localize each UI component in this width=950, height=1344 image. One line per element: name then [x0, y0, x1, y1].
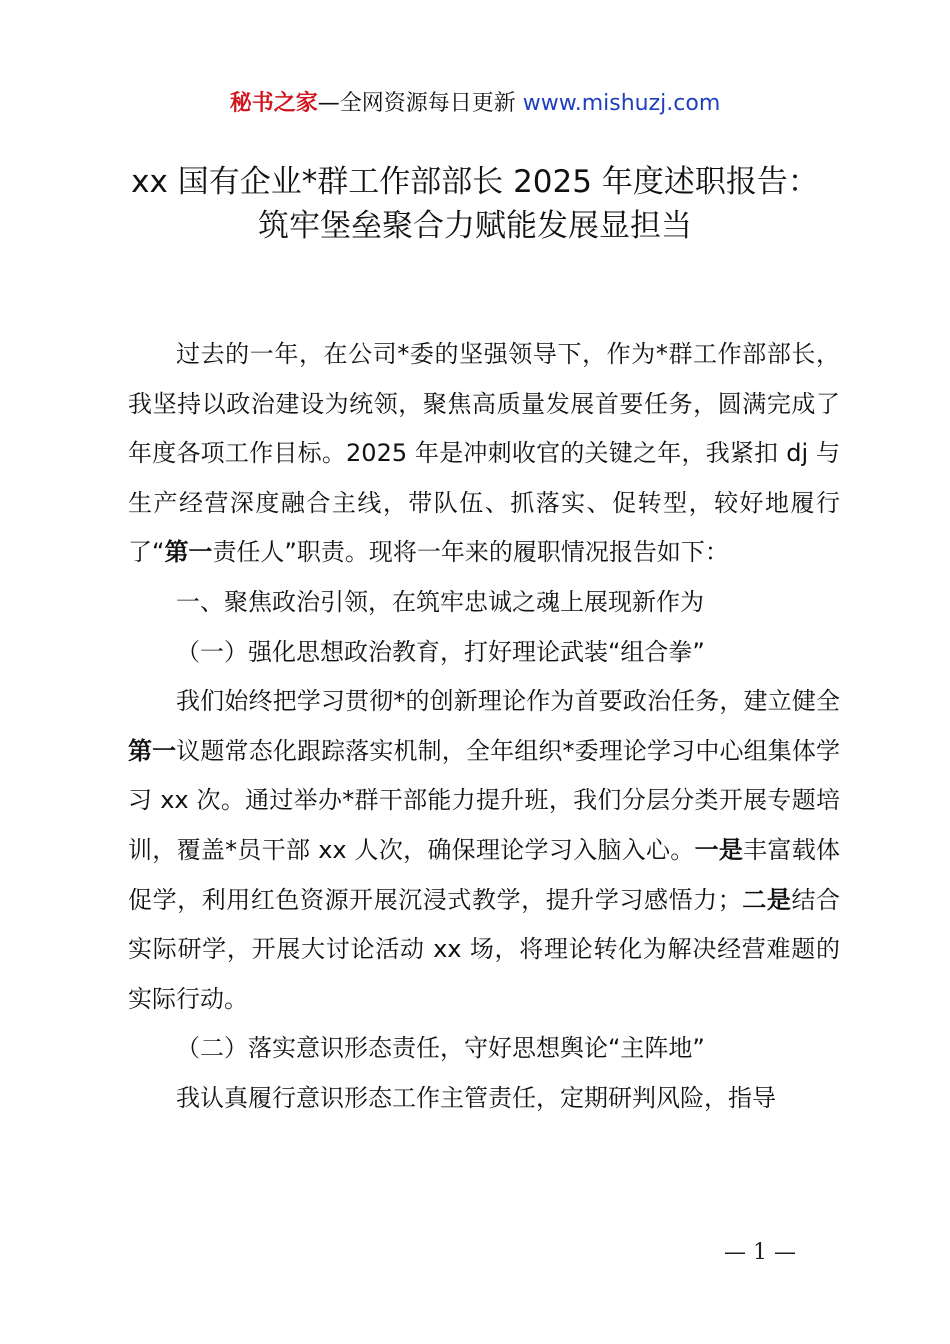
sub2-text-1: 我认真履行意识形态工作主管责任，定期研判风险，指导 [176, 1083, 776, 1112]
sub1-bold-1: 第一 [128, 736, 177, 765]
subsection-2-heading: （二）落实意识形态责任，守好思想舆论“主阵地” [176, 1034, 705, 1063]
sub1-text-1: 我们始终把学习贯彻*的创新理论作为首要政治任务，建立健全 [176, 687, 840, 716]
subsection-1-heading: （一）强化思想政治教育，打好理论武装“组合拳” [176, 637, 705, 666]
sub1-text-4: 结合实际研学，开展大讨论活动 xx 场，将理论转化为解决经营难题的实际行动。 [128, 885, 841, 1013]
intro-text-b: 责任人”职责。现将一年来的履职情况报告如下： [212, 538, 729, 567]
intro-bold: 第一 [164, 538, 213, 567]
section-1-heading: 一、聚焦政治引领，在筑牢忠诚之魂上展现新作为 [176, 587, 704, 616]
title-line-2: 筑牢堡垒聚合力赋能发展显担当 [258, 208, 692, 244]
subsection-2-paragraph [128, 1074, 840, 1124]
sub1-bold-3: 二是 [741, 885, 792, 914]
banner-tagline: —全网资源每日更新 [317, 91, 516, 116]
document-title [60, 160, 890, 248]
sub1-text-3: 丰富载体促学，利用红色资源开展沉浸式教学，提升学习感悟力； [128, 835, 841, 914]
site-banner [0, 88, 950, 120]
title-line-1: xx 国有企业*群工作部部长 2025 年度述职报告： [131, 164, 819, 200]
page-number: — 1 — [724, 1240, 796, 1265]
sub1-bold-2: 一是 [694, 835, 744, 864]
intro-paragraph [128, 330, 840, 578]
sub1-text-2: 议题常态化跟踪落实机制，全年组织*委理论学习中心组集体学习 xx 次。通过举办*群干部能力提升班，我们分层分类开展专题培训，覆盖*员干部 xx 人次，确保理论学习入脑入心。 [128, 736, 841, 864]
banner-brand: 秘书之家 [229, 91, 318, 116]
intro-text-a: 过去的一年，在公司*委的坚强领导下，作为*群工作部部长，我坚持以政治建设为统领，聚焦高质量发展首要任务，圆满完成了年度各项工作目标。2025 年是冲刺收官的关键之年，我紧扣 dj 与生产经营深度融合主线，带队伍、抓落实、促转型，较好地履行了“ [128, 340, 840, 567]
banner-url-link[interactable]: www.mishuzj.com [522, 91, 721, 116]
subsection-1-paragraph [128, 677, 840, 1024]
document-body [128, 330, 840, 1124]
